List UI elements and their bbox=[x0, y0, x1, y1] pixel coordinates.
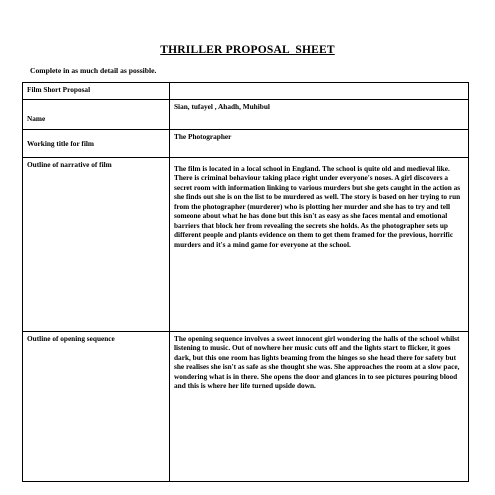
field-label-opening-sequence: Outline of opening sequence bbox=[23, 332, 170, 482]
field-value-film-short-proposal[interactable] bbox=[170, 83, 469, 100]
field-value-name[interactable]: Sian, tufayel , Ahadh, Muhibul bbox=[170, 100, 469, 130]
form-row-name bbox=[23, 100, 469, 130]
field-label-narrative-outline: Outline of narrative of film bbox=[23, 158, 170, 332]
form-row-film-short-proposal bbox=[23, 83, 469, 100]
proposal-form-table bbox=[22, 82, 469, 482]
form-row-narrative-outline bbox=[23, 158, 469, 332]
form-row-opening-sequence bbox=[23, 332, 469, 482]
field-value-working-title[interactable]: The Photographer bbox=[170, 130, 469, 158]
field-label-name: Name bbox=[23, 100, 170, 130]
field-value-opening-sequence[interactable]: The opening sequence involves a sweet innocent girl wondering the halls of the school whilst listening to music. Out of nowhere her music cuts off and the lights start to flicker, it goes dark, but this one room has lights beaming from the hinges so she head there for safety but she realises she isn't as safe as she thought she was. She approaches the room at a slow pace, wondering what is in there. She opens the door and glances in to see pictures pouring blood and this is where her life turned upside down. bbox=[170, 332, 469, 482]
field-label-working-title: Working title for film bbox=[23, 130, 170, 158]
document-title: THRILLER PROPOSAL SHEET bbox=[160, 44, 335, 56]
field-value-narrative-outline[interactable]: The film is located in a local school in England. The school is quite old and medieval like. There is criminal behaviour taking place right under everyone's noses. A girl discovers a secret room with information linking to various murders but she gets caught in the action as she finds out she is on the list to be murdered as well. The story is based on her trying to run from the photographer (murderer) who is plotting her murder and she has to try and tell someone about what he has done but this isn't as easy as she faces mental and emotional barriers that block her from revealing the secrets she holds. As the photographer sets up different people and plants evidence on them to get them framed for the previous, horrific murders and it's a mind game for everyone at the school. bbox=[170, 158, 469, 332]
field-label-film-short-proposal: Film Short Proposal bbox=[23, 83, 170, 100]
form-row-working-title bbox=[23, 130, 469, 158]
instruction-text: Complete in as much detail as possible. bbox=[30, 66, 157, 75]
